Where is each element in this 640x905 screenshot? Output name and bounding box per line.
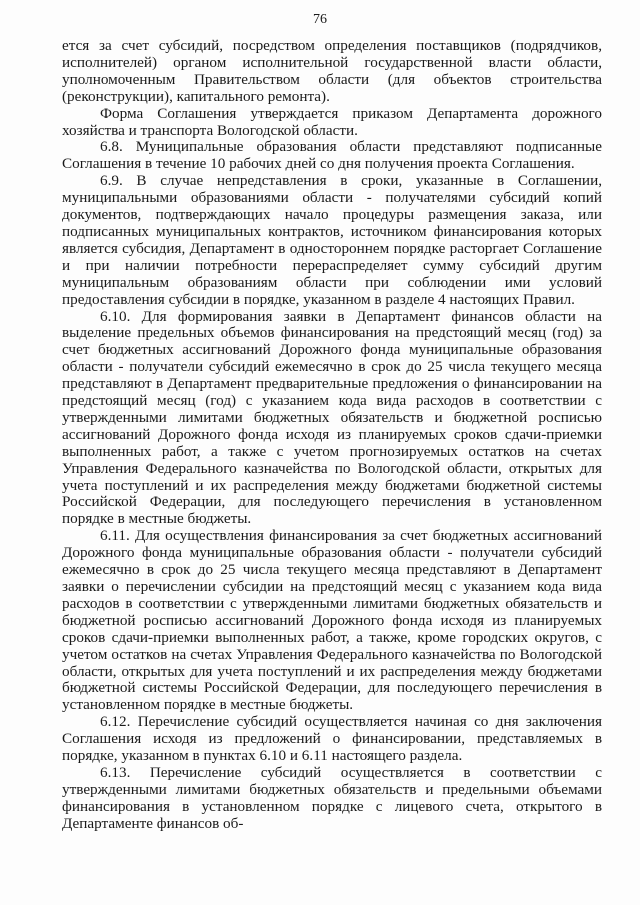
page-number: 76 (313, 12, 327, 27)
paragraph-6-12: 6.12. Перечисление субсидий осуществляется начиная со дня заключения Соглашения исходя из предложений о финансировании, представляемых в порядке, указанном в пунктах 6.10 и 6.11 настоящего раздела. (62, 713, 602, 765)
paragraph-6-9: 6.9. В случае непредставления в сроки, указанные в Соглашении, муниципальными образованиями области - получателями субсидий копий документов, подтверждающих начало процедуры размещения заказа, или подписанных муниципальных контрактов, источником финансирования которых является субсидия, Департамент в одностороннем порядке расторгает Соглашение и при наличии потребности перераспределяет сумму субсидий другим муниципальным образованиям области при соблюдении ими условий предоставления субсидии в порядке, указанном в разделе 4 настоящих Правил. (62, 172, 602, 308)
paragraph-form-approval: Форма Соглашения утверждается приказом Департамента дорожного хозяйства и транспорта Вологодской области. (62, 104, 602, 139)
paragraph-6-8: 6.8. Муниципальные образования области представляют подписанные Соглашения в течение 10 рабочих дней со дня получения проекта Соглашения. (62, 138, 602, 173)
paragraph-6-10: 6.10. Для формирования заявки в Департамент финансов области на выделение предельных объемов финансирования на предстоящий месяц (год) за счет бюджетных ассигнований Дорожного фонда муниципальные образования области - получатели субсидий ежемесячно в срок до 25 числа текущего месяца представляют в Департамент предварительные предложения о финансировании на предстоящий месяц (год) с указанием кода вида расходов в соответствии с утвержденными лимитами бюджетных обязательств и бюджетной росписью ассигнований Дорожного фонда исходя из планируемых сроков сдачи-приемки выполненных работ, а также с учетом прогнозируемых остатков на счетах Управления Федерального казначейства по Вологодской области, открытых для учета поступлений и их распределения между бюджетами бюджетной системы Российской Федерации, для последующего перечисления в установленном порядке в местные бюджеты. (62, 307, 602, 528)
paragraph-continuation: ется за счет субсидий, посредством определения поставщиков (подрядчиков, исполнителей) органом исполнительной государственной власти области, уполномоченным Правительством области (для объектов строительства (реконструкции), капитального ремонта). (62, 37, 602, 105)
document-body (62, 38, 602, 833)
paragraph-6-13: 6.13. Перечисление субсидий осуществляется в соответствии с утвержденными лимитами бюджетных обязательств и предельными объемами финансирования в установленном порядке с лицевого счета, открытого в Департаменте финансов об- (62, 763, 602, 832)
paragraph-6-11: 6.11. Для осуществления финансирования за счет бюджетных ассигнований Дорожного фонда муниципальные образования области - получатели субсидий ежемесячно в срок до 25 числа текущего месяца представляют в Департамент заявки о перечислении субсидии на предстоящий месяц с указанием кода вида расходов в соответствии с утвержденными лимитами бюджетных обязательств и бюджетной росписью ассигнований Дорожного фонда исходя из планируемых сроков сдачи-приемки выполненных работ, а также, кроме городских округов, с учетом остатков на счетах Управления Федерального казначейства по Вологодской области, открытых для учета поступлений и их распределения между бюджетами бюджетной системы Российской Федерации, для последующего перечисления в установленном порядке в местные бюджеты. (62, 527, 602, 714)
